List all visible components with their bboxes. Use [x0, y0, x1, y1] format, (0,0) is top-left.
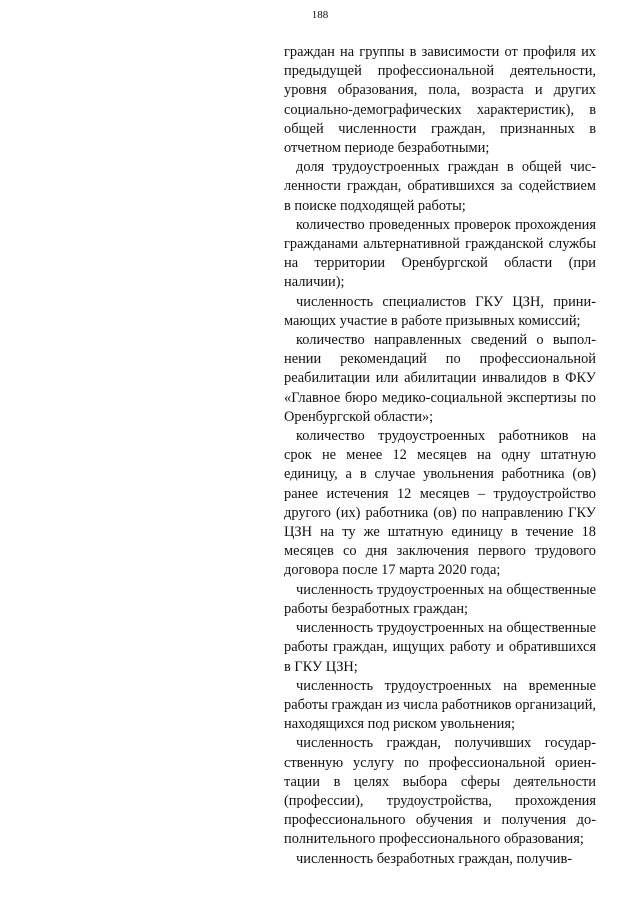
paragraph: численность граждан, получивших государственную услугу по профессиональной ориентации в целях выбора сферы деятельности (профессии), трудоустройства, прохождения профессионального обучения и получения дополнительного профессионального образования; — [284, 735, 596, 848]
paragraph: численность специалистов ГКУ ЦЗН, принимающих участие в работе призывных комиссий; — [284, 293, 596, 329]
paragraph: доля трудоустроенных граждан в общей численности граждан, обратившихся за содействием в поиске подходящей работы; — [284, 159, 596, 214]
paragraph: численность трудоустроенных на временные работы граждан из числа работников организаций, находящихся под риском увольнения; — [284, 677, 596, 733]
paragraph: численность трудоустроенных на общественные работы безработных граждан; — [284, 581, 596, 617]
paragraph-continuation: граждан на группы в зависимости от профиля их предыдущей профессиональной деятельности, уровня образования, пола, возраста и других социально-демографических характеристик), в общей численности граждан, признанных в отчетном периоде безработными; — [284, 44, 596, 157]
paragraph: количество трудоустроенных работников на срок не менее 12 месяцев на одну штатную единицу, а в случае увольнения работника (ов) ранее истечения 12 месяцев – трудоустройство другого (их) работника (ов) по направлению ГКУ ЦЗН на ту же штатную единицу в течение 18 месяцев со дня заключения первого трудового договора после 17 марта 2020 года; — [284, 428, 596, 579]
page-number: 188 — [311, 9, 329, 21]
paragraph: количество проведенных проверок прохождения гражданами альтернативной гражданской службы на территории Оренбургской области (при наличии); — [284, 216, 596, 291]
paragraph: количество направленных сведений о выполнении рекомендаций по профессиональной реабилитации или абилитации инвалидов в ФКУ «Главное бюро медико-социальной экспертизы по Оренбургской области»; — [284, 332, 596, 425]
document-text-column — [284, 43, 596, 869]
paragraph: численность безработных граждан, получив- — [296, 850, 573, 867]
paragraph: численность трудоустроенных на общественные работы граждан, ищущих работу и обратившихся в ГКУ ЦЗН; — [284, 620, 596, 675]
